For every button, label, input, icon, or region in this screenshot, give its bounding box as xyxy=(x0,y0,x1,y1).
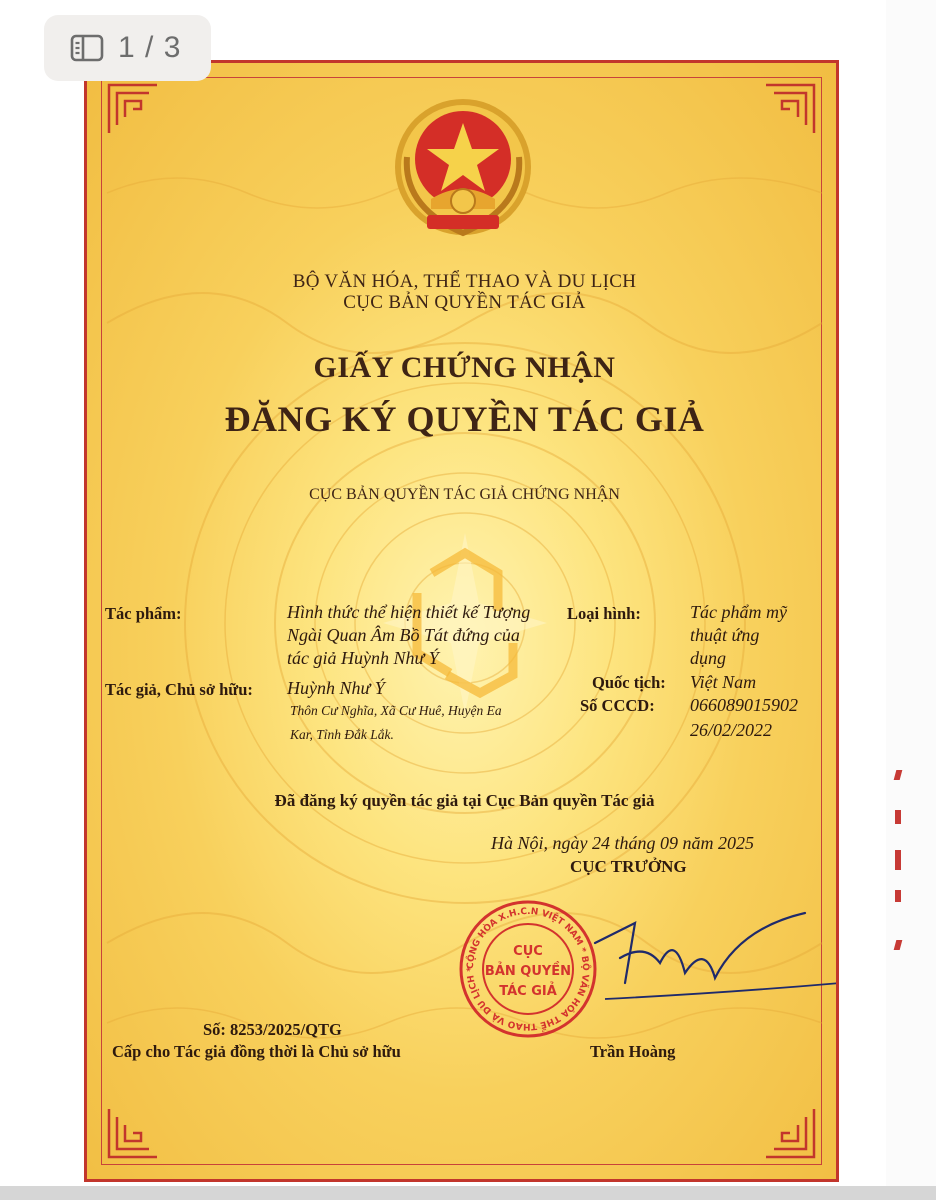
director-title: CỤC TRƯỞNG xyxy=(570,857,687,876)
id-label: Số CCCD: xyxy=(580,696,655,715)
department-name: CỤC BẢN QUYỀN TÁC GIẢ xyxy=(343,292,586,313)
corner-ornament xyxy=(762,1105,818,1161)
page-indicator-label: 1 / 3 xyxy=(118,31,182,64)
author-address: Thôn Cư Nghĩa, Xã Cư Huê, Huyện Ea Kar, Tỉnh Đắk Lắk. xyxy=(290,703,502,742)
certifies-line: CỤC BẢN QUYỀN TÁC GIẢ CHỨNG NHẬN xyxy=(309,486,620,503)
seal-text-line2: BẢN QUYỀN xyxy=(484,964,572,979)
page-indicator[interactable] xyxy=(44,15,211,81)
next-page-top-edge xyxy=(0,1186,936,1200)
id-date: 26/02/2022 xyxy=(690,720,773,740)
next-page-edge xyxy=(886,0,936,1200)
corner-ornament xyxy=(105,81,161,137)
issued-to: Cấp cho Tác giả đồng thời là Chủ sở hữu xyxy=(112,1042,401,1061)
nationality-value: Việt Nam xyxy=(690,672,757,692)
type-value: Tác phẩm mỹ thuật ứng dụng xyxy=(690,602,787,668)
certificate-title-line1: GIẤY CHỨNG NHẬN xyxy=(313,351,616,384)
id-value: 066089015902 xyxy=(690,695,798,715)
seal-ring-text: CỘNG HÒA X.H.C.N VIỆT NAM * BỘ VĂN HÓA THỂ THAO VÀ DU LỊCH * xyxy=(465,906,591,1032)
national-emblem-icon xyxy=(387,97,539,243)
seal-text-line1: CỤC xyxy=(513,944,543,959)
registered-line: Đã đăng ký quyền tác giả tại Cục Bản quyền Tác giả xyxy=(274,791,655,810)
corner-ornament xyxy=(762,81,818,137)
author-name: Huỳnh Như Ý xyxy=(287,678,385,698)
seal-text-line3: TÁC GIẢ xyxy=(499,984,557,999)
ministry-name: BỘ VĂN HÓA, THỂ THAO VÀ DU LỊCH xyxy=(292,271,637,292)
next-page-marks xyxy=(895,770,915,960)
nationality-label: Quốc tịch: xyxy=(592,673,666,692)
signer-name: Trần Hoàng xyxy=(590,1042,676,1061)
document-number: Số: 8253/2025/QTG xyxy=(203,1020,342,1039)
corner-ornament xyxy=(105,1105,161,1161)
document-pages-icon xyxy=(70,34,104,62)
certificate-title-line2: ĐĂNG KÝ QUYỀN TÁC GIẢ xyxy=(224,399,705,439)
work-value: Hình thức thể hiện thiết kế Tượng Ngài Quan Âm Bồ Tát đứng của tác giả Huỳnh Như Ý xyxy=(287,602,531,668)
type-label: Loại hình: xyxy=(567,604,641,623)
handwritten-signature xyxy=(565,903,839,1023)
copyright-certificate xyxy=(84,60,839,1182)
issue-date: Hà Nội, ngày 24 tháng 09 năm 2025 xyxy=(491,833,754,853)
work-label: Tác phẩm: xyxy=(105,604,182,623)
author-label: Tác giả, Chủ sở hữu: xyxy=(105,680,253,699)
